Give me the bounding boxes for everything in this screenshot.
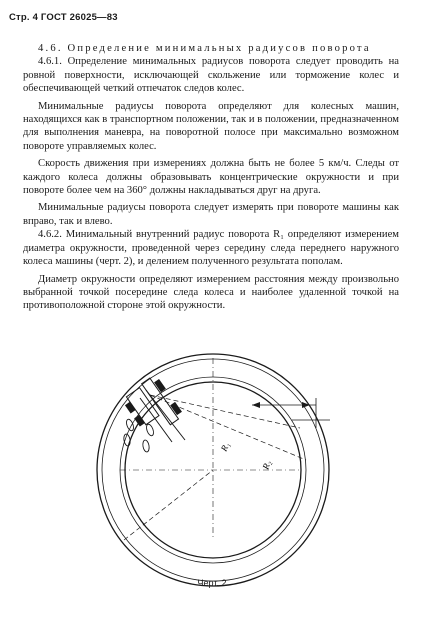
label-r2: R₂ bbox=[260, 459, 273, 471]
paragraph: 4.6.2. Минимальный внутренний радиус поворота R₁ определяют измерением диаметра окружности, проведенной через середину следа переднего наружного колеса машины (черт. 2), и делением полученного результата пополам. bbox=[23, 229, 399, 268]
wheel-print bbox=[125, 418, 135, 431]
section-heading: 4.6. Определение минимальных радиусов поворота bbox=[38, 43, 371, 54]
paragraph: Скорость движения при измерениях должна быть не более 5 км/ч. Следы от каждого колеса должны образовывать концентрические окружности и при повороте более чем на 360° должны накладываться друг на друга. bbox=[23, 158, 399, 197]
wheel bbox=[154, 379, 166, 392]
paragraph: Минимальные радиусы поворота определяют для колесных машин, находящихся как в транспортном положении, так и в положении, предназначенном для выполнения маневра, на поворотной полосе при максимально возможном повороте управляемых колес. bbox=[23, 100, 399, 152]
paragraph: Минимальные радиусы поворота следует измерять при повороте машины как вправо, так и влево. bbox=[23, 202, 399, 227]
page-header: Стр. 4 ГОСТ 26025—83 bbox=[9, 12, 118, 23]
paragraph: Диаметр окружности определяют измерением расстояния между произвольно выбранной точкой посередине следа колеса и наиболее удаленной точкой на противоположной стороне этой окружности. bbox=[23, 273, 399, 312]
paragraph: 4.6.1. Определение минимальных радиусов поворота следует проводить на ровной поверхности, исключающей скольжение или торможение колес и обеспечивающей четкий отпечаток следов колес. bbox=[23, 56, 399, 95]
radius-line-lower bbox=[124, 470, 213, 540]
wheel bbox=[170, 402, 182, 415]
figure-caption: Черт. 2 bbox=[197, 578, 227, 588]
wheel-print bbox=[145, 423, 155, 436]
wheel-print bbox=[142, 440, 150, 453]
arrow-head bbox=[252, 402, 260, 408]
label-r1: R₁ bbox=[218, 440, 232, 453]
arrow-head bbox=[302, 402, 310, 408]
